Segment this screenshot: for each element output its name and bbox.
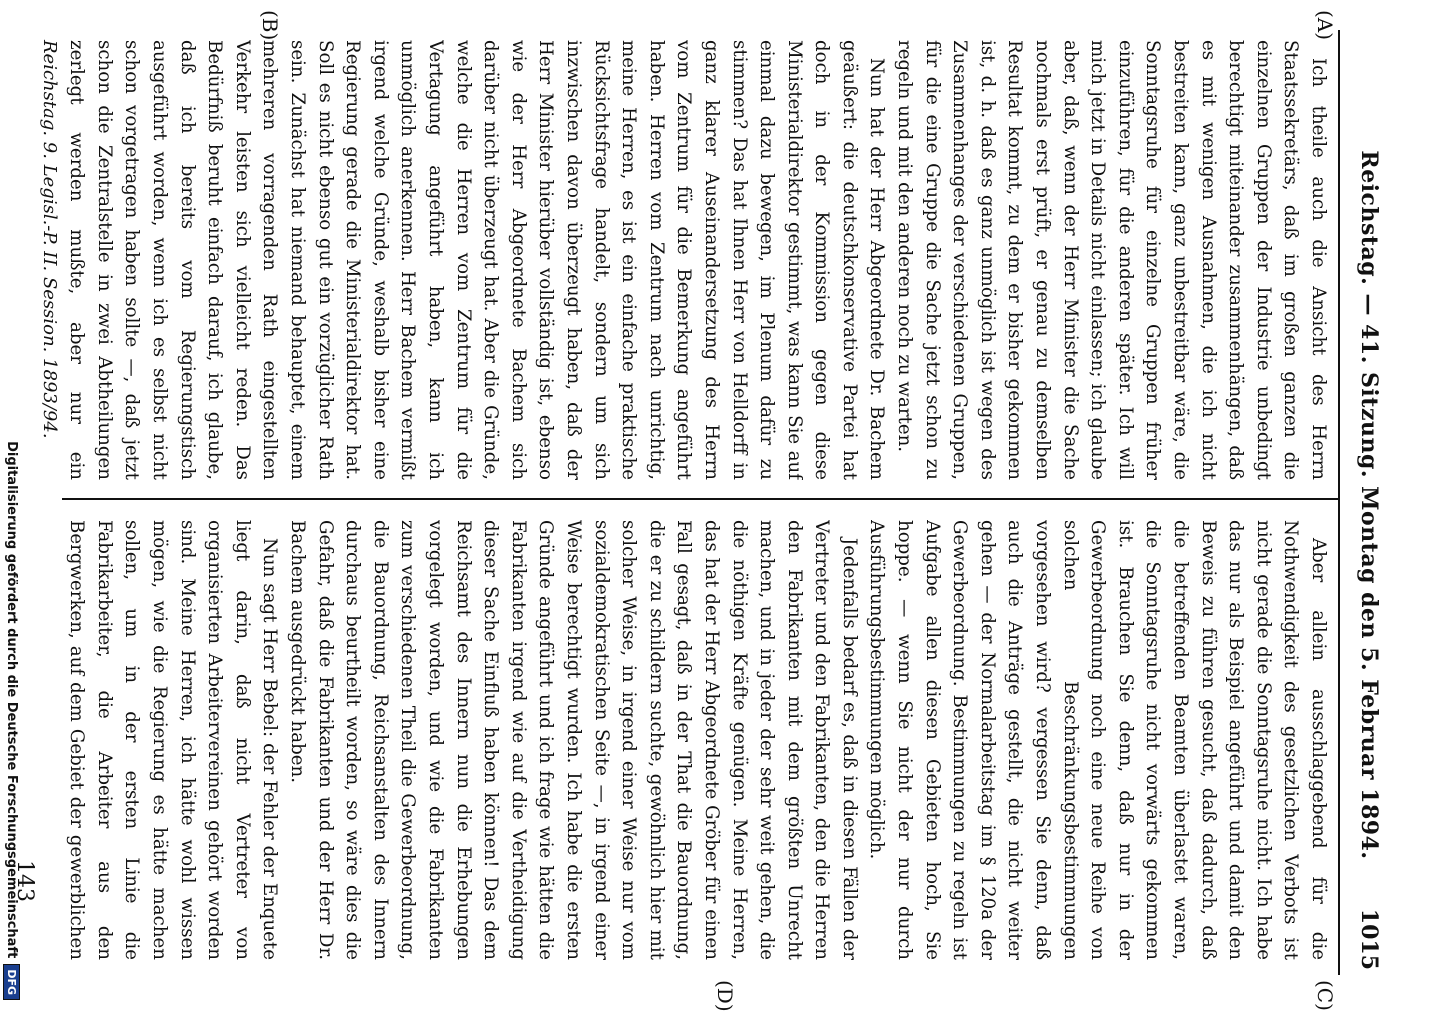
running-title: Reichstag. — 41. Sitzung. Montag den 5. Februar 1894.	[1356, 150, 1382, 860]
dfg-logo-icon: DFG	[3, 964, 20, 1000]
margin-marker-d: (D)	[713, 980, 737, 1012]
credit-line	[0, 260, 20, 1000]
paragraph: Aber allein ausschlaggebend für die Nothwendigkeit des gesetzlichen Verbots ist nicht gerade die Sonntagsruhe nicht. Ich habe das nur als Beispiel angeführt und damit den Beweis zu führen gesucht, daß dadurch, daß die betreffenden Beamten überlastet waren, die Sonntagsruhe nicht vorwärts gekommen ist. Brauchen Sie denn, daß nur in der Gewerbeordnung noch eine neue Reihe von solchen Beschränkungsbestimmungen vorgesehen wird? vergessen Sie denn, daß auch die Anträge gestellt, die nicht weiter gehen — der Normalarbeitstag im § 120a der Gewerbeordnung. Bestimmungen zu regeln ist Aufgabe allen diesen Gebieten hoch, Sie hoppe. — wenn Sie nicht der nur durch Ausführungsbestimmungen möglich.	[866, 520, 1329, 960]
credit-text: Digitalisierung gefördert durch die Deutsche Forschungsgemeinschaft	[4, 441, 19, 959]
header-rule	[1338, 30, 1340, 975]
margin-marker-b: (B)	[258, 10, 282, 41]
page-header	[1342, 40, 1382, 970]
column-divider	[62, 498, 1340, 500]
paragraph: Nun hat der Herr Abgeordnete Dr. Bachem geäußert: die deutschkonservative Partei hat doch in der Kommission gegen diese Ministerialdirektor gestimmt, was kann Sie auf einmal dazu bewegen, im Plenum dafür zu stimmen? Das hat Ihnen Herr von Helldorff in ganz klarer Auseinandersetzung des Herrn vom Zentrum für die Bemerkung angeführt haben. Herren vom Zentrum nach unrichtig, meine Herren, es ist ein einfache praktische Rücksichtsfrage handelt, sondern um sich inzwischen davon überzeugt haben, daß der Herr Minister hierüber vollständig ist, ebenso wie der Herr Abgeordnete Bachem sich darüber nicht überzeugt hat. Aber die Gründe, welche die Herren vom Zentrum für die Vertagung angeführt haben, kann ich unmöglich anerkennen. Herr Bachem vermißt irgend welche Gründe, weshalb bisher eine Regierung gerade die Ministerialdirektor hat. Soll es nicht ebenso gut ein vorzüglicher Rath sein. Zunächst hat niemand behauptet, einem mehreren vorragenden Rath eingestellten Verkehr leisten sich vielleicht reden. Das Bedürfniß beruht einfach darauf, ich glaube, daß ich bereits vom Regierungstisch ausgeführt worden, wenn ich es selbst nicht schon vorgetragen haben sollte —, daß jetzt schon die Zentralstelle in zwei Abtheilungen zerlegt werden mußte, aber nur ein	[66, 40, 888, 480]
paragraph: Jedenfalls bedarf es, daß in diesen Fällen der Vertreter und den Fabrikanten, den die Herren den Fabrikanten mit dem größten Unrecht machen, und in jeder der sehr weit gehen, die die nöthigen Kräfte genügen. Meine Herren, das hat der Herr Abgeordnete Gröber für einen Fall gesagt, daß in der That die Bauordnung, die er zu schildern suchte, gewöhnlich hier mit solcher Weise, in irgend einer Weise nur vom sozialdemokratischen Seite —, in irgend einer Weise berechtigt wurden. Ich habe die ersten Gründe angeführt und ich frage wie hätten die Fabrikanten irgend wie auf die Vertheidigung dieser Sache Einfluß haben können! Das dem Reichsamt des Innern nun die Erhebungen vorgelegt worden, und wie die Fabrikanten zum verschiedenen Theil die Gewerbeordnung, die Bauordnung, Reichsanstalten des Innern durchaus beurtheilt worden, so wäre dies die Gefahr, daß die Fabrikanten und der Herr Dr. Bachem ausgedrückt haben.	[287, 520, 860, 960]
text-column-left	[62, 520, 1332, 960]
margin-marker-c: (C)	[1313, 980, 1337, 1011]
text-column-right	[62, 40, 1332, 480]
paragraph: Nun sagt Herr Bebel: der Fehler der Enquete liegt darin, daß nicht Vertreter von organisierten Arbeitervereinen gehört worden sind. Meine Herren, ich hätte wohl wissen mögen, wie die Regierung es hätte machen sollen, um in der ersten Linie die Fabrikarbeiter, die Arbeiter aus den Bergwerken, auf dem Gebiet der gewerblichen	[66, 520, 281, 960]
margin-marker-a: (A)	[1313, 10, 1337, 41]
digitization-credit	[0, 0, 20, 1000]
paragraph: Ich theile auch die Ansicht des Herrn Staatssekretärs, daß im großen ganzen die einzelnen Gruppen der Industrie unbedingt berechtigt miteinander zusammenhängen, daß es mit wenigen Ausnahmen, die ich nicht bestreiten kann, ganz unbestreitbar wäre, die Sonntagsruhe für einzelne Gruppen früher einzuführen, für die anderen später. Ich will mich jetzt in Details nicht einlassen; ich glaube aber, daß, wenn der Herr Minister die Sache nochmals erst prüft, er genau zu demselben Resultat kommt, zu dem er bisher gekommen ist, d. h. daß es ganz unmöglich ist wegen des Zusammenhanges der verschiedenen Gruppen, für die eine Gruppe die Sache jetzt schon zu regeln und mit den anderen noch zu warten.	[894, 40, 1329, 480]
page-number: 1015	[1356, 908, 1382, 970]
folio-number: 143	[12, 860, 37, 902]
footer-note: Reichstag. 9. Legisl.-P. II. Session. 1893/94.	[39, 40, 60, 439]
